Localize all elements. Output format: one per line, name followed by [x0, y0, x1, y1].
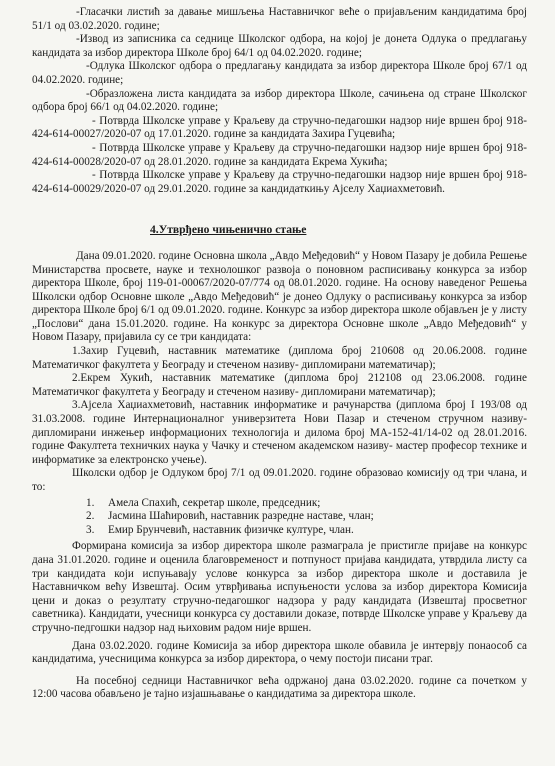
member-item: 2. Јасмина Шаћировић, наставник разредне наставе, члан; [86, 510, 374, 523]
attachment-item: - Потврда Школске управе у Краљеву да стручно-педагошки надзор није вршен број 918-424-614-00028/2020-07 од 28.01.2020. године за кандидата Екрема Хукића; [32, 141, 527, 168]
member-item: 3. Емир Брунчевић, наставник физичке културе, члан. [86, 523, 354, 536]
attachment-item: - Потврда Школске управе у Краљеву да стручно-педагошки надзор није вршен број 918-424-614-00027/2020-07 од 17.01.2020. године за кандидата Захира Гуцевића; [32, 114, 527, 141]
candidate-item: 3.Ајсела Хаџиахметовић, наставник информатике и рачунарства (диплома број I 193/08 од 31.03.2008. године Интернационалног универзитета Нови Пазар и стеченом стручном називу- дипломирани инжењер информационих технологија и дилома број МА-152-41/14-02 од 28.01.2016. године Факултета техничких наука у Чачку и стеченом академском називу- мастер професор технике и информатике за електронско учење). [32, 399, 527, 466]
commission-intro: Школски одбор је Одлуком број 7/1 од 09.01.2020. године образовао комисију од три члана, и то: [32, 467, 527, 493]
attachment-item: -Одлука Школског одбора о предлагању кандидата за избор директора Школе број 67/1 од 04.02.2020. године; [32, 60, 527, 86]
facts-paragraph: Дана 09.01.2020. године Основна школа „Авдо Међедовић“ у Новом Пазару је добила Решење Министарства просвете, науке и технолошког развоја о поновном расписивању конкурса за избор директора Школе, број 119-01-00067/2020-07/774 од 08.01.2020. године. На основу наведеног Решења Школски одбор Основне школе „Авдо Међедовић“ је донео Одлуку о расписивању конкурса за избор директора Школе број 6/1 од 09.01.2020. године. Конкурс за избор директора школе објављен је у листу „Послови“ дана 15.01.2020. године. На конкурс за директора Основне школе „Авдо Међедовић“ у Новом Пазару, пријавила су се три кандидата: [32, 249, 527, 344]
commission-paragraph: Формирана комисија за избор директора школе размагрaла је пристигле пријаве на конкурс дана 31.01.2020. године и оценила благовременост и потпуност пријава кандидата, утврдила листу са три кандидата који испуњавају услове конкурса за избор директора школе и доставила је Наставничком већу Извештај. Осим утврђивања испуњености услова за избор директора Комисија цени и доказ о резултату стручно-педагошког надзора у раду кандидата (Извештај просветног саветника). Кандидати, учесници конкурса су доставили доказе, потврде Школске управе у Краљеву да стручно-педгошки надзор над њиховим радом није вршен. [32, 540, 527, 634]
commission-members [86, 497, 527, 538]
attachment-item: -Извод из записника са седнице Школског одбора, на којој је донета Одлука о предлагању кандидата за избор директора Школе број 64/1 од 04.02.2020. године; [32, 33, 527, 59]
session-paragraph: На посебној седници Наставничког већа одржаној дана 03.02.2020. године са почетком у 12:00 часова обављено је тајно изјашњавање о кандидатима за директора школе. [32, 674, 527, 701]
interview-paragraph: Дана 03.02.2020. године Комисија за ибор директора школе обавила је интервју понаособ са кандидатима, учесницима конкурса за избор директора, о чему постоји писани траг. [32, 639, 527, 666]
section-heading: 4.Утврђено чињенично стање [150, 223, 307, 237]
member-item: 1. Амела Спахић, секретар школе, председник; [86, 496, 321, 509]
attachment-item: - Потврда Школске управе у Краљеву да стручно-педагошки надзор није вршен број 918-424-614-00029/2020-07 од 29.01.2020. године за кандидаткињу Ајселу Хаџиахметовић. [32, 169, 527, 195]
candidate-item: 2.Екрем Хукић, наставник математике (диплома број 212108 од 23.06.2008. године Математичког факултета у Београду и стеченом називу- дипломирани математичар); [32, 372, 527, 398]
candidate-item: 1.Захир Гуцевић, наставник математике (диплома број 210608 од 20.06.2008. године Математичког факултета у Београду и стеченом називу- дипломирани математичар); [32, 345, 527, 371]
attachment-item: -Образложена листа кандидата за избор директора Школе, сачињена од стране Школског одбора број 66/1 од 04.02.2020. године; [32, 87, 527, 114]
attachment-item: -Гласачки листић за давање мишљења Наставничког веће о пријављеним кандидатима број 51/1 од 03.02.2020. године; [32, 6, 527, 32]
